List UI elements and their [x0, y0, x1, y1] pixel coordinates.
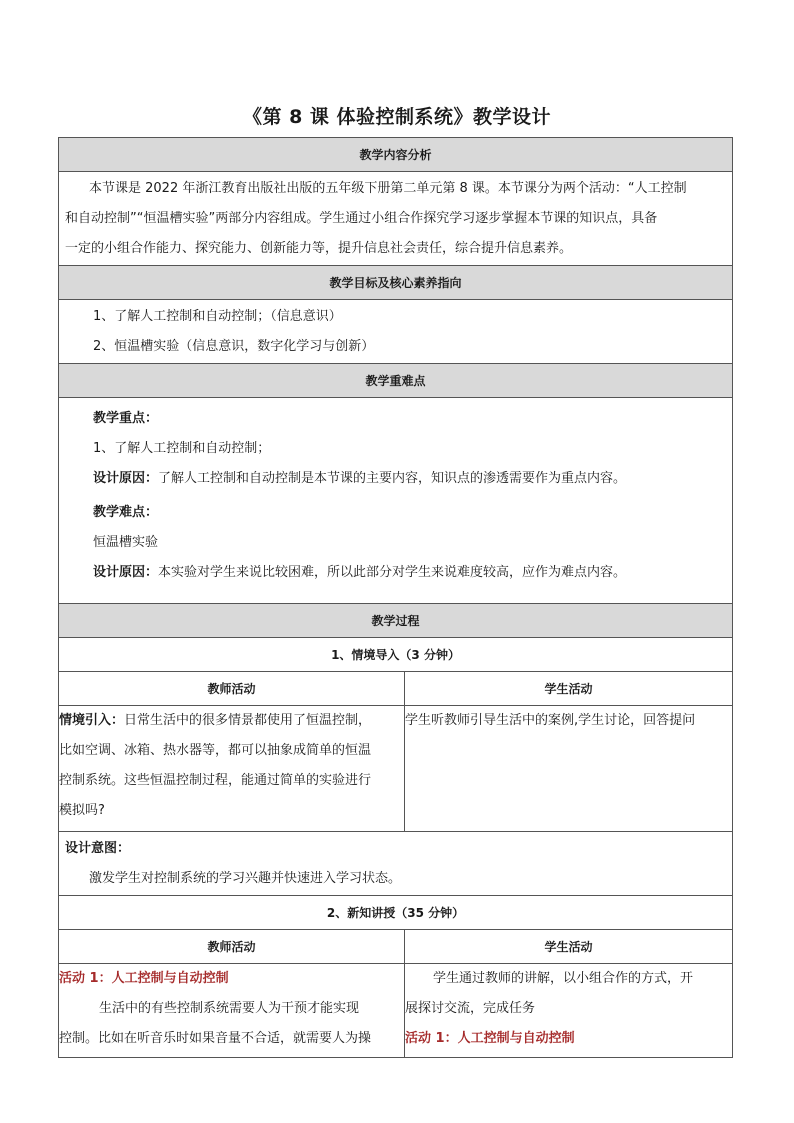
- intent-label: 设计意图：: [65, 841, 131, 856]
- document-title: 《第 8 课 体验控制系统》教学设计: [242, 106, 552, 128]
- scenario-label: 情境引入：: [59, 713, 125, 728]
- student-line: 学生听教师引导生活中的案例,学生讨论，回答提问: [405, 713, 696, 728]
- activity-label: 活动 1：人工控制与自动控制: [405, 1031, 575, 1046]
- paragraph-line: 和自动控制”“恒温槽实验”两部分内容组成。学生通过小组合作探究学习逐步掌握本节课的知识点，具备: [65, 211, 658, 226]
- paragraph-line: 一定的小组合作能力、探究能力、创新能力等，提升信息社会责任，综合提升信息素养。: [65, 241, 573, 256]
- stage1-teacher-cell: [59, 706, 405, 832]
- teacher-line: 控制。比如在听音乐时如果音量不合适，就需要人为操: [59, 1031, 372, 1046]
- stage2-columns-row: [59, 930, 733, 964]
- focus-reason-label: 设计原因：: [93, 471, 159, 486]
- teacher-column-header: 教师活动: [59, 672, 405, 706]
- content-analysis-row: [59, 172, 733, 266]
- focus-reason: [59, 464, 732, 494]
- difficulty-label: 教学难点：: [93, 505, 159, 520]
- focus-label: 教学重点：: [93, 411, 159, 426]
- key-points-header-row: [59, 364, 733, 398]
- stage1-columns-row: [59, 672, 733, 706]
- stage1-activities-row: [59, 706, 733, 832]
- focus-reason-text: 了解人工控制和自动控制是本节课的主要内容，知识点的渗透需要作为重点内容。: [158, 471, 627, 486]
- stage-title: 1、情境导入（3 分钟）: [59, 638, 733, 672]
- stage1-title-row: [59, 638, 733, 672]
- focus-item: 1、了解人工控制和自动控制；: [93, 441, 271, 456]
- section-header: 教学内容分析: [59, 138, 733, 172]
- difficulty-item: 恒温槽实验: [93, 535, 159, 550]
- intent-text: 激发学生对控制系统的学习兴趣并快速进入学习状态。: [89, 871, 402, 886]
- section-header: 教学目标及核心素养指向: [59, 266, 733, 300]
- teacher-line: 控制系统。这些恒温控制过程，能通过简单的实验进行: [59, 773, 372, 788]
- content-analysis-header-row: [59, 138, 733, 172]
- objectives-row: [59, 300, 733, 364]
- stage1-intent-row: [59, 832, 733, 896]
- student-column-header: 学生活动: [405, 930, 733, 964]
- student-line: 展探讨交流，完成任务: [405, 1001, 536, 1016]
- stage-title: 2、新知讲授（35 分钟）: [59, 896, 733, 930]
- paragraph-line: 本节课是 2022 年浙江教育出版社出版的五年级下册第二单元第 8 课。本节课分为两个活动：“人工控制: [89, 181, 687, 196]
- teacher-line: 生活中的有些控制系统需要人为干预才能实现: [99, 1001, 360, 1016]
- process-header-row: [59, 604, 733, 638]
- lesson-plan-table: [58, 137, 733, 1058]
- teacher-line: 比如空调、冰箱、热水器等，都可以抽象成简单的恒温: [59, 743, 372, 758]
- student-line: 学生通过教师的讲解，以小组合作的方式，开: [433, 971, 694, 986]
- teacher-column-header: 教师活动: [59, 930, 405, 964]
- objectives-header-row: [59, 266, 733, 300]
- difficulty-reason-text: 本实验对学生来说比较困难，所以此部分对学生来说难度较高，应作为难点内容。: [158, 565, 627, 580]
- key-points-row: [59, 398, 733, 604]
- stage1-student-cell: [405, 706, 733, 832]
- student-column-header: 学生活动: [405, 672, 733, 706]
- objective-item: 2、恒温槽实验（信息意识，数字化学习与创新）: [93, 339, 375, 354]
- teacher-line: [59, 706, 404, 736]
- stage2-activities-row: [59, 964, 733, 1058]
- stage2-title-row: [59, 896, 733, 930]
- objective-item: 1、了解人工控制和自动控制；（信息意识）: [93, 309, 342, 324]
- teacher-line: 模拟吗?: [59, 803, 105, 818]
- scenario-text: 日常生活中的很多情景都使用了恒温控制，: [124, 713, 372, 728]
- stage2-student-cell: [405, 964, 733, 1058]
- stage2-teacher-cell: [59, 964, 405, 1058]
- section-header: 教学重难点: [59, 364, 733, 398]
- section-header: 教学过程: [59, 604, 733, 638]
- difficulty-reason-label: 设计原因：: [93, 565, 159, 580]
- difficulty-reason: [59, 558, 732, 588]
- activity-label: 活动 1：人工控制与自动控制: [59, 971, 229, 986]
